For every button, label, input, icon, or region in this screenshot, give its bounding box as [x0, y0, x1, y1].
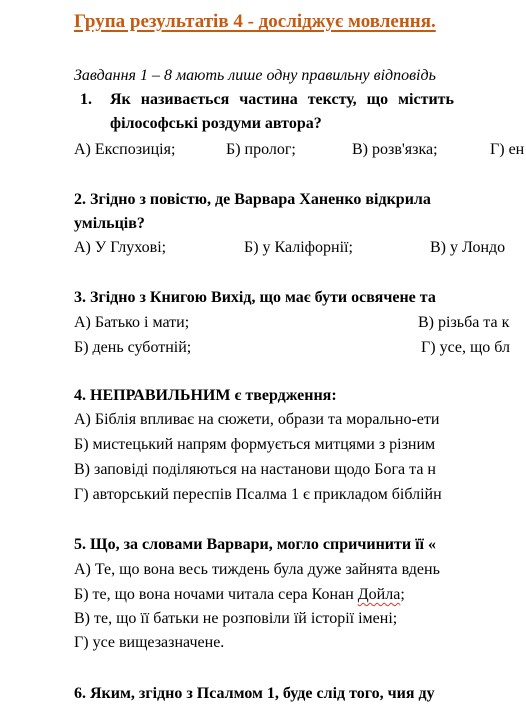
q4-option-b: Б) мистецький напрям формується митцями з різним	[74, 436, 436, 453]
q4-suffix: є твердження:	[230, 387, 337, 404]
q1-number: 1.	[80, 91, 92, 108]
q2-text-line1: 2. Згідно з повістю, де Варвара Ханенко відкрила	[74, 191, 431, 208]
q1-text-line2: філософські роздуми автора?	[110, 115, 322, 132]
q3-option-c: В) різьба та к	[418, 314, 510, 331]
q5-option-d: Г) усе вищезазначене.	[74, 634, 225, 651]
q5-option-b-misspelled-word: Дойла	[357, 586, 401, 603]
q5-option-b-text: Б) те, що вона ночами читала сера Конан	[74, 586, 358, 603]
q3-option-b: Б) день суботній;	[74, 339, 192, 356]
q3-option-d: Г) усе, що бл	[421, 339, 511, 356]
q1-option-c: В) розв'язка;	[352, 141, 438, 158]
q5-text-line1: 5. Що, за словами Варвари, могло спричинити її «	[74, 536, 436, 553]
q2-option-c: В) у Лондо	[430, 239, 506, 256]
q3-text-line1: 3. Згідно з Книгою Вихід, що має бути освячене та	[74, 289, 436, 306]
q5-option-b-end: ;	[400, 586, 405, 603]
q4-option-c: В) заповіді поділяються на настанови щодо Бога та н	[74, 461, 436, 478]
q1-option-a: А) Експозиція;	[74, 141, 176, 158]
page-title: Група результатів 4 - досліджує мовлення.	[74, 11, 436, 32]
q1-option-b: Б) пролог;	[226, 141, 296, 158]
q2-text-line2: умільців?	[74, 215, 145, 232]
q4-option-d: Г) авторський переспів Псалма 1 є прикладом біблійн	[74, 486, 442, 503]
q1-option-d: Г) ен	[490, 141, 525, 158]
q5-option-a: А) Те, що вона весь тиждень була дуже зайнята вдень	[74, 561, 440, 578]
q4-option-a: А) Біблія впливає на сюжети, образи та морально-ети	[74, 411, 440, 428]
q4-prefix: 4. НЕПРАВИЛЬНИМ	[74, 387, 231, 404]
q4-text-line1	[74, 386, 337, 406]
q6-text-line1: 6. Яким, згідно з Псалмом 1, буде слід того, чия ду	[74, 685, 435, 702]
q1-text-line1: Як називається частина тексту, що містить	[110, 91, 454, 108]
q2-option-b: Б) у Каліфорнії;	[244, 239, 353, 256]
instructions: Завдання 1 – 8 мають лише одну правильну відповідь	[74, 67, 436, 84]
q5-option-b	[74, 585, 405, 605]
q5-option-c: В) те, що її батьки не розповіли їй історії імені;	[74, 610, 398, 627]
q3-option-a: А) Батько і мати;	[74, 314, 190, 331]
q2-option-a: А) У Глухові;	[74, 239, 167, 256]
